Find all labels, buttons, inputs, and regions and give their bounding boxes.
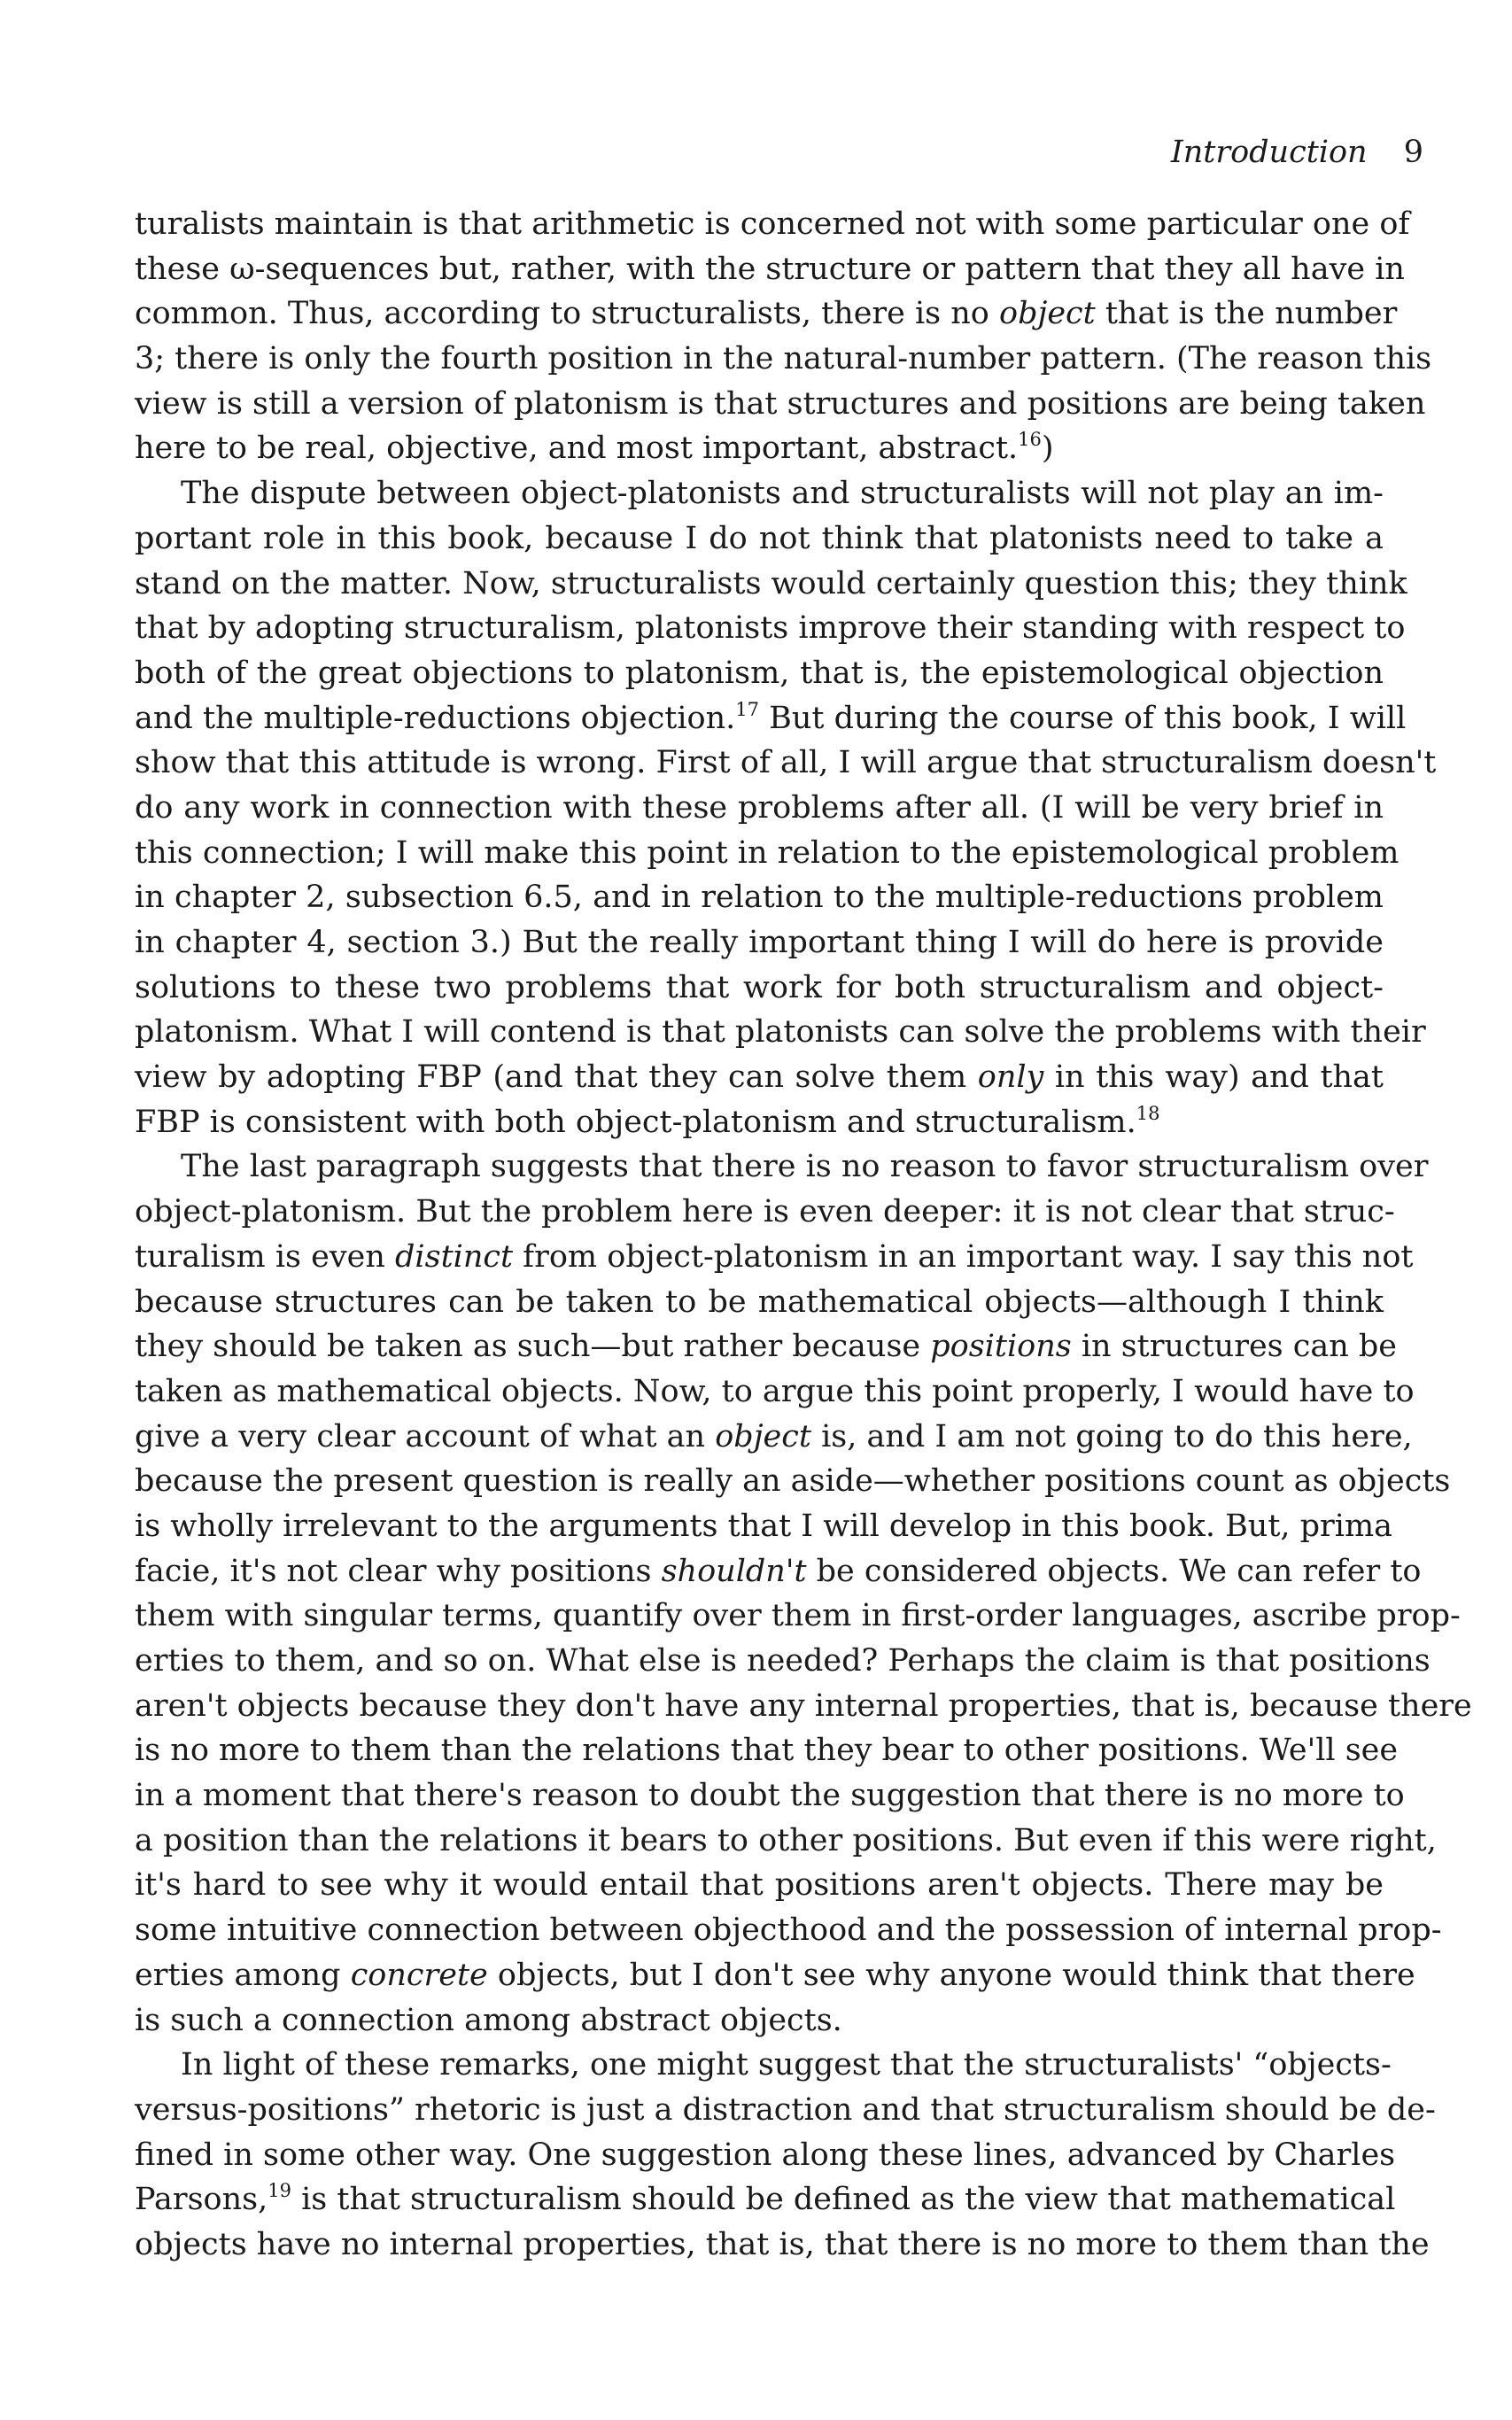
line-text: is, and I am not going to do this here, (810, 1418, 1413, 1454)
italic-emphasis: object (999, 296, 1096, 332)
text-line (135, 291, 1398, 337)
line-text: solutions to these two problems that work for both structuralism and object- (135, 969, 1384, 1005)
line-text: facie, it's not clear why positions (135, 1553, 662, 1589)
text-line (135, 831, 1400, 876)
line-text: But during the course of this book, I will (759, 700, 1407, 736)
line-text: because the present question is really an aside—whether positions count as objects (135, 1463, 1451, 1500)
italic-emphasis: only (977, 1059, 1044, 1096)
line-text: be considered objects. We can refer to (806, 1553, 1422, 1589)
line-text: in structures can be (1071, 1329, 1398, 1365)
text-line (135, 1728, 1399, 1773)
text-line (135, 2222, 1430, 2268)
text-line (135, 1235, 1414, 1280)
line-text: in a moment that there's reason to doubt the suggestion that there is no more to (135, 1778, 1405, 1814)
line-text: give a very clear account of what an (135, 1418, 716, 1454)
text-line (135, 202, 1410, 247)
italic-emphasis: positions (930, 1329, 1072, 1365)
line-text: FBP is consistent with both object-platonism and structuralism. (135, 1104, 1136, 1140)
text-line (135, 606, 1406, 651)
line-text: In light of these remarks, one might suggest that the structuralists' “objects- (181, 2047, 1392, 2083)
text-line (135, 1819, 1437, 1864)
line-text: is no more to them than the relations that they bear to other positions. We'll see (135, 1733, 1399, 1769)
italic-emphasis: distinct (395, 1238, 514, 1275)
line-text: that is the number (1095, 296, 1398, 332)
text-line (135, 1100, 1384, 1145)
line-text: them with singular terms, quantify over them in first-order languages, ascribe prop- (135, 1598, 1461, 1634)
line-text: objects have no internal properties, that is, that there is no more to them than the (135, 2226, 1430, 2262)
line-text: view is still a version of platonism is that structures and positions are being taken (135, 385, 1426, 422)
text-line (135, 875, 1384, 920)
footnote-marker: 17 (735, 698, 760, 720)
running-head-section-title: Introduction (1170, 135, 1368, 170)
text-line (135, 1459, 1451, 1504)
line-text: in this way) and that (1043, 1059, 1384, 1096)
footnote-marker: 18 (1136, 1102, 1160, 1124)
text-line (135, 1324, 1398, 1369)
line-text: view by adopting FBP (and that they can solve them (135, 1059, 978, 1096)
text-line (135, 1415, 1413, 1460)
line-text: Parsons, (135, 2182, 268, 2218)
line-text: is wholly irrelevant to the arguments that I will develop in this book. But, prima (135, 1508, 1393, 1544)
line-text: is such a connection among abstract objects. (135, 2002, 842, 2038)
text-line (135, 1639, 1431, 1684)
text-line (135, 1369, 1415, 1415)
text-line (135, 920, 1384, 966)
text-line (135, 1280, 1384, 1325)
text-line (135, 1953, 1415, 1998)
text-line (135, 1549, 1422, 1594)
text-line (135, 1908, 1442, 1953)
line-text: because structures can be taken to be mathematical objects—although I think (135, 1284, 1384, 1320)
text-line (135, 1010, 1426, 1055)
italic-emphasis: concrete (350, 1957, 488, 1993)
line-text: these ω-sequences but, rather, with the structure or pattern that they all have in (135, 251, 1405, 287)
text-line (135, 786, 1384, 831)
text-line (135, 966, 1384, 1011)
text-line (135, 1594, 1461, 1639)
line-text: some intuitive connection between objecthood and the possession of internal prop- (135, 1912, 1442, 1949)
text-line (135, 1998, 1384, 2044)
text-line (135, 1504, 1393, 1549)
line-text: this connection; I will make this point in relation to the epistemological problem (135, 834, 1400, 871)
paragraph-first-line (135, 471, 1384, 516)
line-text: taken as mathematical objects. Now, to argue this point properly, I would have to (135, 1373, 1415, 1409)
text-line (135, 1863, 1384, 1908)
text-line (135, 1773, 1405, 1819)
italic-emphasis: object (715, 1418, 811, 1454)
footnote-marker: 16 (1018, 429, 1042, 451)
text-line (135, 1055, 1384, 1100)
line-text: common. Thus, according to structuralists, there is no (135, 296, 1000, 332)
page-number: 9 (1403, 135, 1423, 170)
paragraph-first-line (135, 2043, 1392, 2088)
line-text: versus-positions” rhetoric is just a distraction and that structuralism should be de- (135, 2091, 1436, 2128)
line-text: in chapter 4, section 3.) But the really important thing I will do here is provide (135, 925, 1384, 960)
footnote-marker: 19 (268, 2180, 291, 2202)
paragraph-first-line (135, 1144, 1429, 1190)
text-line (135, 696, 1407, 741)
line-text: portant role in this book, because I do not think that platonists need to take a (135, 520, 1384, 556)
line-text: they should be taken as such—but rather because (135, 1329, 931, 1365)
line-text: ) (1041, 430, 1054, 467)
line-text: stand on the matter. Now, structuralists would certainly question this; they think (135, 565, 1407, 601)
body-text (135, 202, 1472, 2268)
line-text: turalists maintain is that arithmetic is concerned not with some particular one of (135, 206, 1410, 242)
line-text: a position than the relations it bears to other positions. But even if this were right, (135, 1822, 1437, 1858)
line-text: is that structuralism should be defined as the view that mathematical (291, 2182, 1396, 2218)
text-line (135, 2088, 1436, 2133)
line-text: both of the great objections to platonism, that is, the epistemological objection (135, 655, 1384, 691)
line-text: it's hard to see why it would entail that positions aren't objects. There may be (135, 1867, 1384, 1904)
line-text: erties to them, and so on. What else is needed? Perhaps the claim is that positions (135, 1643, 1431, 1679)
text-line (135, 562, 1407, 607)
line-text: platonism. What I will contend is that platonists can solve the problems with their (135, 1014, 1426, 1051)
text-line (135, 247, 1405, 292)
line-text: object-platonism. But the problem here is even deeper: it is not clear that struc- (135, 1194, 1395, 1230)
line-text: do any work in connection with these problems after all. (I will be very brief in (135, 789, 1384, 826)
text-line (135, 651, 1384, 696)
line-text: fined in some other way. One suggestion along these lines, advanced by Charles (135, 2137, 1396, 2173)
line-text: The dispute between object-platonists and structuralists will not play an im- (181, 476, 1384, 512)
line-text: that by adopting structuralism, platonists improve their standing with respect to (135, 610, 1406, 647)
line-text: turalism is even (135, 1238, 396, 1275)
text-line (135, 1684, 1472, 1729)
line-text: aren't objects because they don't have any internal properties, that is, because there (135, 1687, 1472, 1724)
text-line (135, 2177, 1396, 2222)
line-text: 3; there is only the fourth position in the natural-number pattern. (The reason this (135, 341, 1432, 377)
line-text: here to be real, objective, and most important, abstract. (135, 430, 1019, 467)
line-text: erties among (135, 1957, 351, 1993)
text-line (135, 426, 1384, 471)
line-text: show that this attitude is wrong. First of all, I will argue that structuralism doesn't (135, 745, 1437, 781)
italic-emphasis: shouldn't (661, 1553, 807, 1589)
text-line (135, 1190, 1395, 1235)
text-line (135, 741, 1437, 786)
line-text: The last paragraph suggests that there is no reason to favor structuralism over (181, 1149, 1429, 1185)
line-text: and the multiple-reductions objection. (135, 700, 736, 736)
line-text: in chapter 2, subsection 6.5, and in relation to the multiple-reductions problem (135, 880, 1384, 916)
line-text: objects, but I don't see why anyone would think that there (487, 1957, 1415, 1993)
line-text: from object-platonism in an important way. I say this not (513, 1238, 1414, 1275)
running-head (1171, 133, 1423, 172)
text-line (135, 337, 1432, 382)
text-line (135, 516, 1384, 562)
text-line (135, 382, 1426, 427)
text-line (135, 2133, 1396, 2178)
